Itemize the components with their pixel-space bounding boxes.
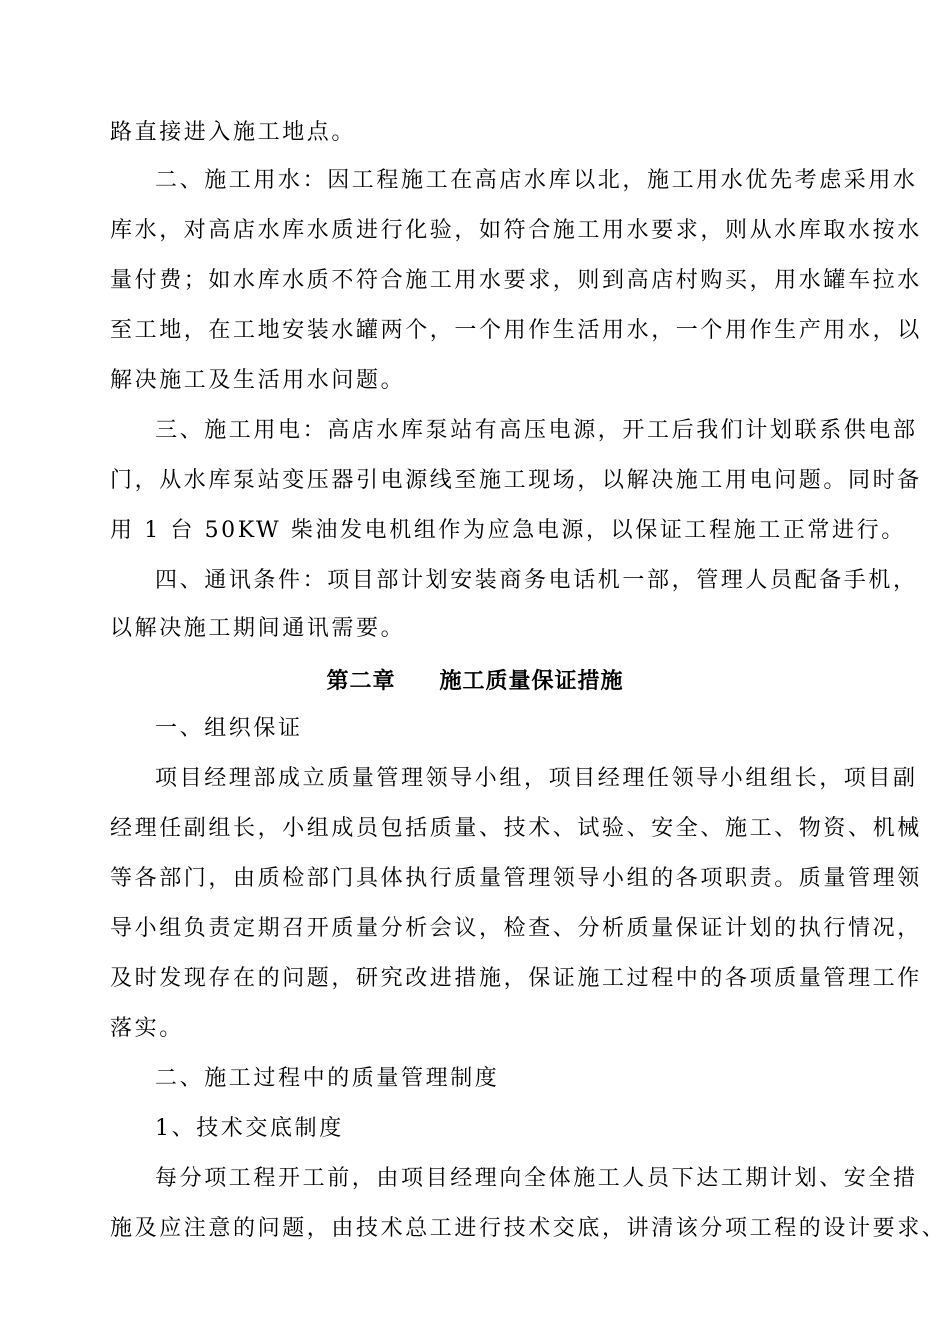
paragraph-line: 等各部门，由质检部门具体执行质量管理领导小组的各项职责。质量管理领 bbox=[110, 866, 922, 891]
paragraph-line: 施及应注意的问题，由技术总工进行技术交底，讲清该分项工程的设计要求、 bbox=[110, 1216, 947, 1241]
paragraph-line: 以解决施工期间通讯需要。 bbox=[110, 616, 406, 641]
paragraph-line: 二、施工用水：因工程施工在高店水库以北，施工用水优先考虑采用水 bbox=[155, 168, 918, 193]
chapter-title: 施工质量保证措施 bbox=[439, 668, 624, 694]
paragraph-line: 及时发现存在的问题，研究改进措施，保证施工过程中的各项质量管理工作 bbox=[110, 966, 922, 991]
chapter-number: 第二章 bbox=[326, 668, 396, 694]
paragraph-line: 三、施工用电：高店水库泵站有高压电源，开工后我们计划联系供电部 bbox=[155, 418, 918, 443]
chapter-heading bbox=[0, 666, 950, 696]
paragraph-line: 用 1 台 50KW 柴油发电机组作为应急电源，以保证工程施工正常进行。 bbox=[110, 518, 906, 543]
paragraph-line: 落实。 bbox=[110, 1016, 184, 1041]
paragraph-line: 门，从水库泵站变压器引电源线至施工现场，以解决施工用电问题。同时备 bbox=[110, 468, 922, 493]
paragraph-line: 路直接进入施工地点。 bbox=[110, 120, 357, 145]
paragraph-line: 至工地，在工地安装水罐两个，一个用作生活用水，一个用作生产用水，以 bbox=[110, 318, 922, 343]
paragraph-line: 项目经理部成立质量管理领导小组，项目经理任领导小组组长，项目副 bbox=[155, 766, 918, 791]
paragraph-line: 经理任副组长，小组成员包括质量、技术、试验、安全、施工、物资、机械 bbox=[110, 816, 922, 841]
section-heading: 二、施工过程中的质量管理制度 bbox=[155, 1066, 500, 1091]
paragraph-line: 量付费；如水库水质不符合施工用水要求，则到高店村购买，用水罐车拉水 bbox=[110, 268, 922, 293]
paragraph-line: 库水，对高店水库水质进行化验，如符合施工用水要求，则从水库取水按水 bbox=[110, 218, 922, 243]
paragraph-line: 导小组负责定期召开质量分析会议，检查、分析质量保证计划的执行情况， bbox=[110, 916, 922, 941]
section-heading: 一、组织保证 bbox=[155, 716, 303, 741]
subsection-heading: 1、技术交底制度 bbox=[155, 1116, 344, 1141]
paragraph-line: 四、通讯条件：项目部计划安装商务电话机一部，管理人员配备手机， bbox=[155, 568, 918, 593]
paragraph-line: 解决施工及生活用水问题。 bbox=[110, 368, 406, 393]
paragraph-line: 每分项工程开工前，由项目经理向全体施工人员下达工期计划、安全措 bbox=[155, 1166, 918, 1191]
